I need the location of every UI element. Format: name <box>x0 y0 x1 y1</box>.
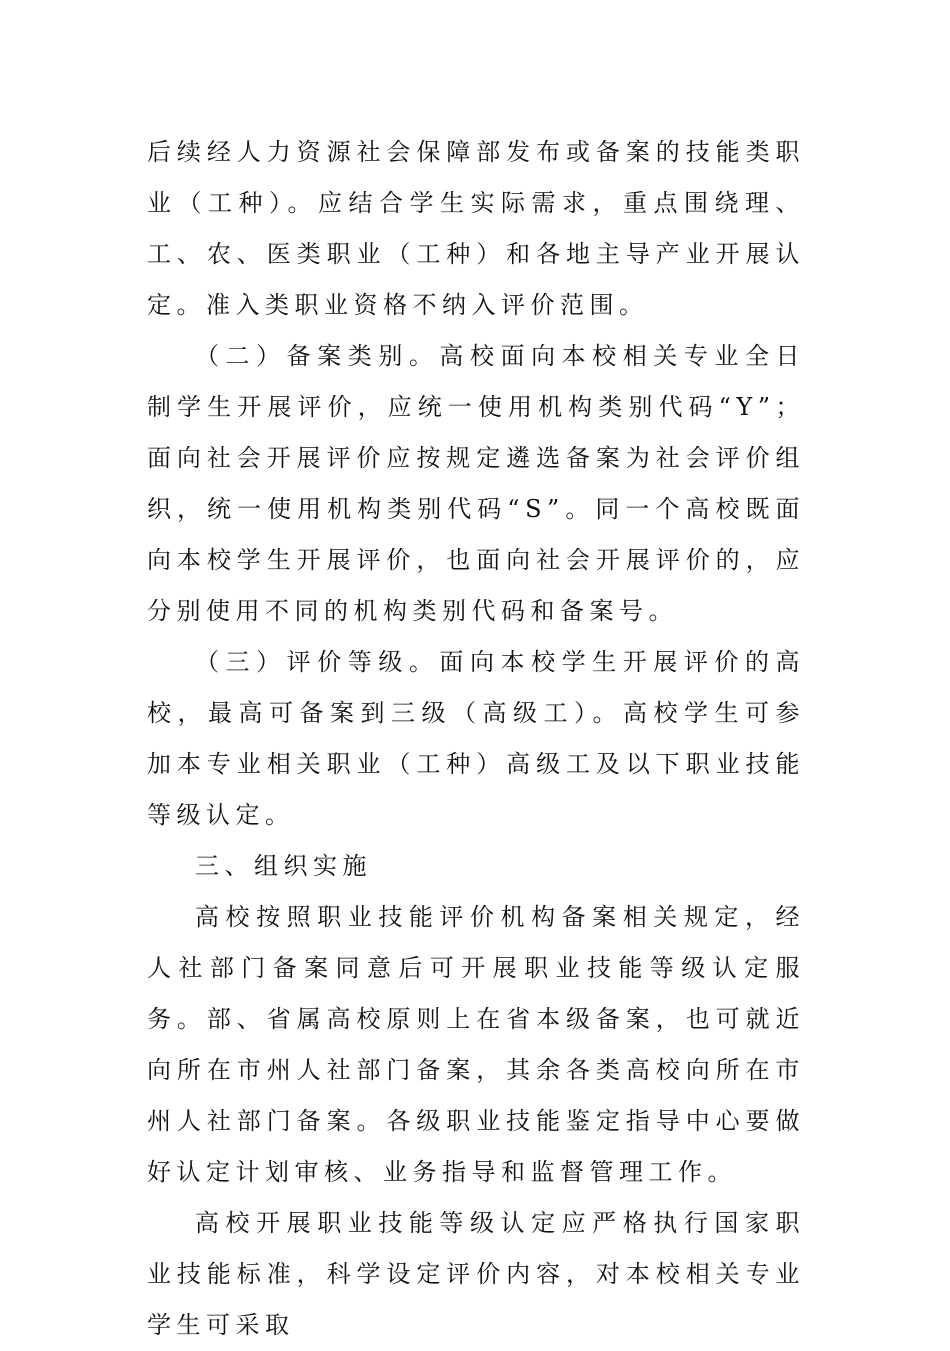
paragraph-filing-rules: 高校按照职业技能评价机构备案相关规定，经人社部门备案同意后可开展职业技能等级认定服务。部、省属高校原则上在省本级备案，也可就近向所在市州人社部门备案，其余各类高校向所在市州人社部门备案。各级职业技能鉴定指导中心要做好认定计划审核、业务指导和监督管理工作。 <box>147 903 805 1186</box>
paragraph-evaluation-level: （三）评价等级。面向本校学生开展评价的高校，最高可备案到三级（高级工）。高校学生可参加本专业相关职业（工种）高级工及以下职业技能等级认定。 <box>147 648 805 829</box>
paragraph-scope-continuation: 后续经人力资源社会保障部发布或备案的技能类职业（工种）。应结合学生实际需求，重点围绕理、工、农、医类职业（工种）和各地主导产业开展认定。准入类职业资格不纳入评价范围。 <box>147 138 805 319</box>
paragraph-filing-category: （二）备案类别。高校面向本校相关专业全日制学生开展评价，应统一使用机构类别代码“Y”；面向社会开展评价应按规定遴选备案为社会评价组织，统一使用机构类别代码“S”。同一个高校既面向本校学生开展评价，也面向社会开展评价的，应分别使用不同的机构类别代码和备案号。 <box>147 342 805 625</box>
document-body <box>147 127 805 1351</box>
section-heading-organization: 三、组织实施 <box>195 852 372 880</box>
paragraph-standards: 高校开展职业技能等级认定应严格执行国家职业技能标准，科学设定评价内容，对本校相关专业学生可采取 <box>147 1209 805 1339</box>
